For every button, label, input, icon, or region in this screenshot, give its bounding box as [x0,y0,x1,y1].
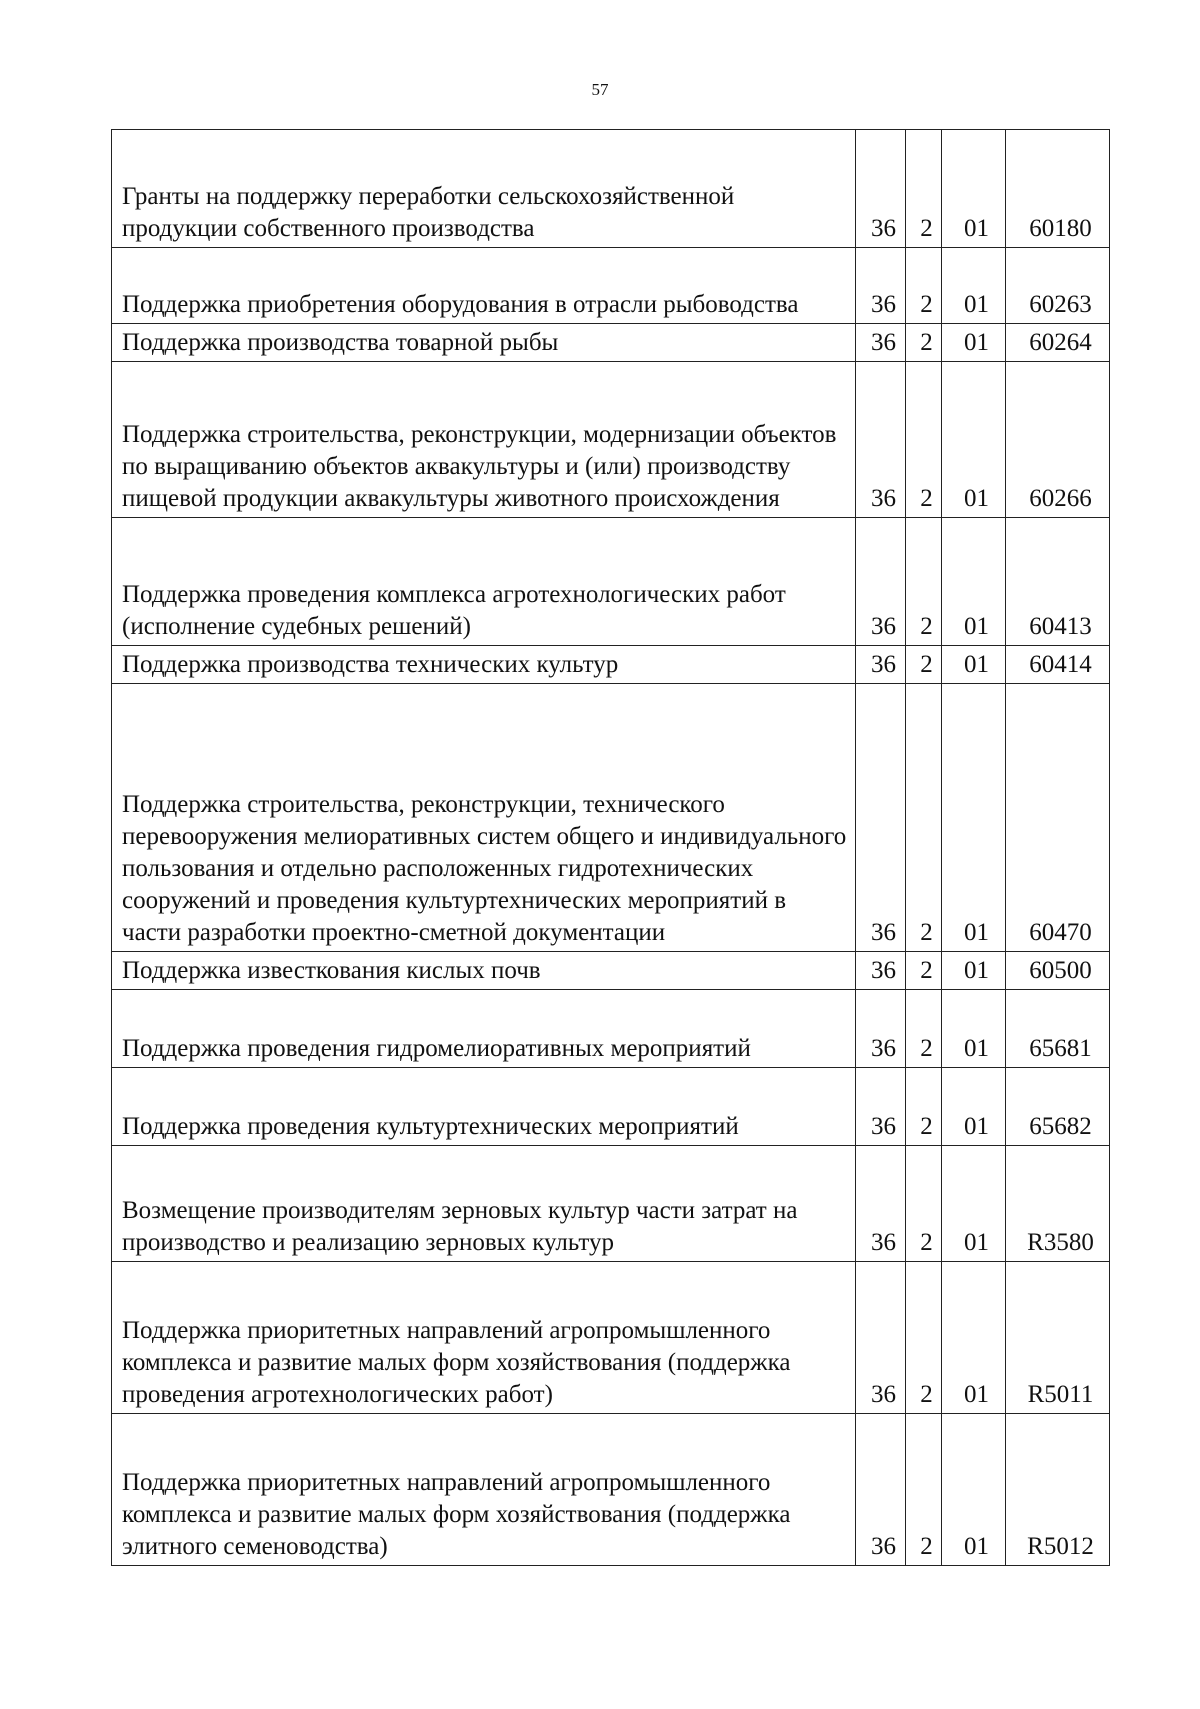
table-row [112,1146,1110,1262]
code-program: 2 [906,952,942,990]
code-program: 2 [906,518,942,646]
code-section: 36 [856,1146,906,1262]
code-subprogram: 01 [942,990,1006,1068]
code-subprogram: 01 [942,1414,1006,1566]
table-row [112,1414,1110,1566]
table-row [112,1068,1110,1146]
code-program: 2 [906,130,942,248]
code-program: 2 [906,684,942,952]
code-section: 36 [856,646,906,684]
code-direction: 60500 [1006,952,1110,990]
code-program: 2 [906,1262,942,1414]
table-row [112,362,1110,518]
row-description: Поддержка проведения комплекса агротехнологических работ (исполнение судебных решений) [112,518,856,646]
code-direction: 60470 [1006,684,1110,952]
table-row [112,646,1110,684]
budget-table [111,129,1110,1566]
code-direction: 60266 [1006,362,1110,518]
code-subprogram: 01 [942,1262,1006,1414]
table-row [112,130,1110,248]
code-program: 2 [906,248,942,324]
code-subprogram: 01 [942,518,1006,646]
code-section: 36 [856,952,906,990]
code-subprogram: 01 [942,1146,1006,1262]
code-direction: 60413 [1006,518,1110,646]
code-subprogram: 01 [942,248,1006,324]
row-description: Поддержка производства товарной рыбы [112,324,856,362]
row-description: Поддержка строительства, реконструкции, технического перевооружения мелиоративных систем общего и индивидуального пользования и отдельно расположенных гидротехнических сооружений и проведения культуртехнических мероприятий в части разработки проектно-сметной документации [112,684,856,952]
code-section: 36 [856,130,906,248]
code-program: 2 [906,362,942,518]
code-direction: R5012 [1006,1414,1110,1566]
budget-table-body [112,130,1110,1566]
code-program: 2 [906,990,942,1068]
row-description: Поддержка приобретения оборудования в отрасли рыбоводства [112,248,856,324]
code-section: 36 [856,248,906,324]
code-direction: R3580 [1006,1146,1110,1262]
table-row [112,248,1110,324]
row-description: Гранты на поддержку переработки сельскохозяйственной продукции собственного производства [112,130,856,248]
code-section: 36 [856,990,906,1068]
code-direction: R5011 [1006,1262,1110,1414]
row-description: Поддержка приоритетных направлений агропромышленного комплекса и развитие малых форм хозяйствования (поддержка проведения агротехнологических работ) [112,1262,856,1414]
code-section: 36 [856,324,906,362]
code-subprogram: 01 [942,130,1006,248]
table-row [112,324,1110,362]
page-number: 57 [591,80,609,99]
code-direction: 65682 [1006,1068,1110,1146]
code-section: 36 [856,684,906,952]
code-program: 2 [906,1146,942,1262]
row-description: Поддержка производства технических культур [112,646,856,684]
row-description: Поддержка строительства, реконструкции, модернизации объектов по выращиванию объектов аквакультуры и (или) производству пищевой продукции аквакультуры животного происхождения [112,362,856,518]
code-direction: 65681 [1006,990,1110,1068]
table-row [112,990,1110,1068]
code-program: 2 [906,1414,942,1566]
code-section: 36 [856,1262,906,1414]
code-program: 2 [906,324,942,362]
code-section: 36 [856,1414,906,1566]
code-direction: 60180 [1006,130,1110,248]
code-direction: 60414 [1006,646,1110,684]
row-description: Поддержка приоритетных направлений агропромышленного комплекса и развитие малых форм хозяйствования (поддержка элитного семеноводства) [112,1414,856,1566]
code-direction: 60264 [1006,324,1110,362]
code-subprogram: 01 [942,1068,1006,1146]
code-subprogram: 01 [942,684,1006,952]
row-description: Поддержка проведения гидромелиоративных мероприятий [112,990,856,1068]
row-description: Поддержка проведения культуртехнических мероприятий [112,1068,856,1146]
code-subprogram: 01 [942,952,1006,990]
table-row [112,952,1110,990]
table-row [112,518,1110,646]
table-row [112,684,1110,952]
code-direction: 60263 [1006,248,1110,324]
code-program: 2 [906,1068,942,1146]
row-description: Поддержка известкования кислых почв [112,952,856,990]
code-subprogram: 01 [942,362,1006,518]
code-section: 36 [856,1068,906,1146]
table-row [112,1262,1110,1414]
code-section: 36 [856,362,906,518]
row-description: Возмещение производителям зерновых культур части затрат на производство и реализацию зерновых культур [112,1146,856,1262]
code-subprogram: 01 [942,646,1006,684]
code-program: 2 [906,646,942,684]
code-section: 36 [856,518,906,646]
code-subprogram: 01 [942,324,1006,362]
